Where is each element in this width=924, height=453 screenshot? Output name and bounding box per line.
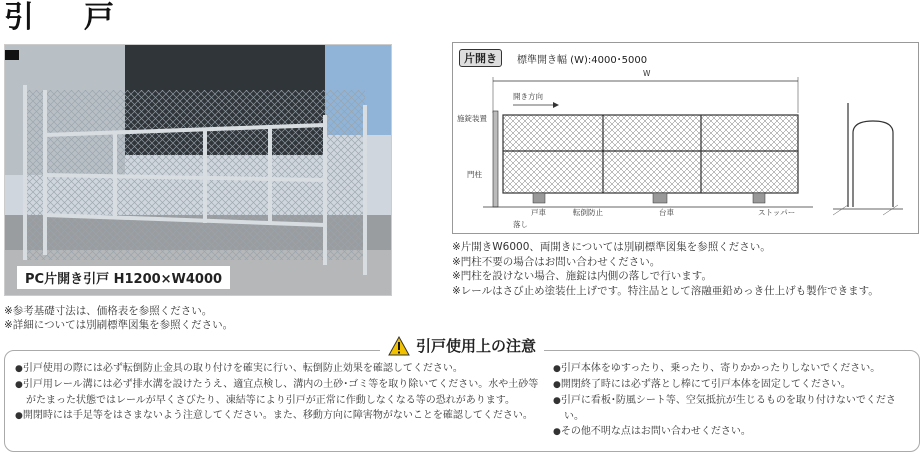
post-label: 門柱 xyxy=(467,170,482,179)
caution-right-list xyxy=(553,361,913,440)
right-notes xyxy=(452,240,922,298)
caution-box xyxy=(4,350,920,452)
list-item: ●開閉終了時には必ず落とし棒にて引戸本体を固定してください。 xyxy=(553,379,851,390)
note-line: ※片開きW6000、両開きについては別刷標準図集を参照ください。 xyxy=(452,241,771,253)
stopper-label: ストッパー xyxy=(758,208,796,217)
list-item: ●引戸用レール溝には必ず排水溝を設けたうえ、適宜点検し、溝内の土砂･ゴミ等を取り除いてください。水や土砂等がたまった状態ではレールが早くさびたり、凍結等により引戸が正常に作動しなくなる等の恐れがあります。 xyxy=(15,379,539,406)
tip-prevent-label: 転倒防止 xyxy=(573,208,603,217)
page-title: 引 戸 xyxy=(4,0,124,35)
dolly-label: 台車 xyxy=(659,208,674,217)
list-item: ●引戸に看板･防風シート等、空気抵抗が生じるものを取り付けないでください。 xyxy=(553,395,896,422)
gate-diagram xyxy=(452,42,919,234)
lock-label: 施錠装置 xyxy=(457,114,487,123)
left-notes xyxy=(4,304,233,332)
drop-label: 落し xyxy=(513,220,528,229)
note-line: ※門柱不要の場合はお問い合わせください。 xyxy=(452,255,661,268)
note-line: ※レールはさび止め塗装仕上げです。特注品として溶融亜鉛めっき仕上げも製作できます。 xyxy=(452,284,879,297)
gate-photo xyxy=(4,44,392,296)
note-line: ※門柱を設けない場合、施錠は内側の落しで行います。 xyxy=(452,270,712,282)
list-item: ●その他不明な点はお問い合わせください。 xyxy=(553,426,751,437)
caution-title: 引戸使用上の注意 xyxy=(416,337,537,355)
direction-label: 開き方向 xyxy=(513,92,543,101)
width-spec: 標準開き幅 (W):4000･5000 xyxy=(517,55,648,66)
list-item: ●引戸使用の際には必ず転倒防止金具の取り付けを確実に行い、転倒防止効果を確認してください。 xyxy=(15,363,463,374)
list-item: ●引戸本体をゆすったり、乗ったり、寄りかかったりしないでください。 xyxy=(553,363,881,374)
photo-caption: PC片開き引戸 H1200×W4000 xyxy=(17,266,230,289)
caution-heading xyxy=(380,335,544,356)
rail-car-label: 戸車 xyxy=(531,208,546,217)
diagram-badge: 片開き xyxy=(459,49,502,67)
note-line: ※参考基礎寸法は、価格表を参照ください。 xyxy=(4,305,213,317)
caution-left-list xyxy=(15,361,540,424)
w-label: W xyxy=(643,69,651,78)
list-item: ●開閉時には手足等をはさまないよう注意してください。また、移動方向に障害物がないことを確認してください。 xyxy=(15,410,533,421)
warning-icon xyxy=(388,336,410,356)
note-line: ※詳細については別刷標準図集を参照ください。 xyxy=(4,319,234,331)
